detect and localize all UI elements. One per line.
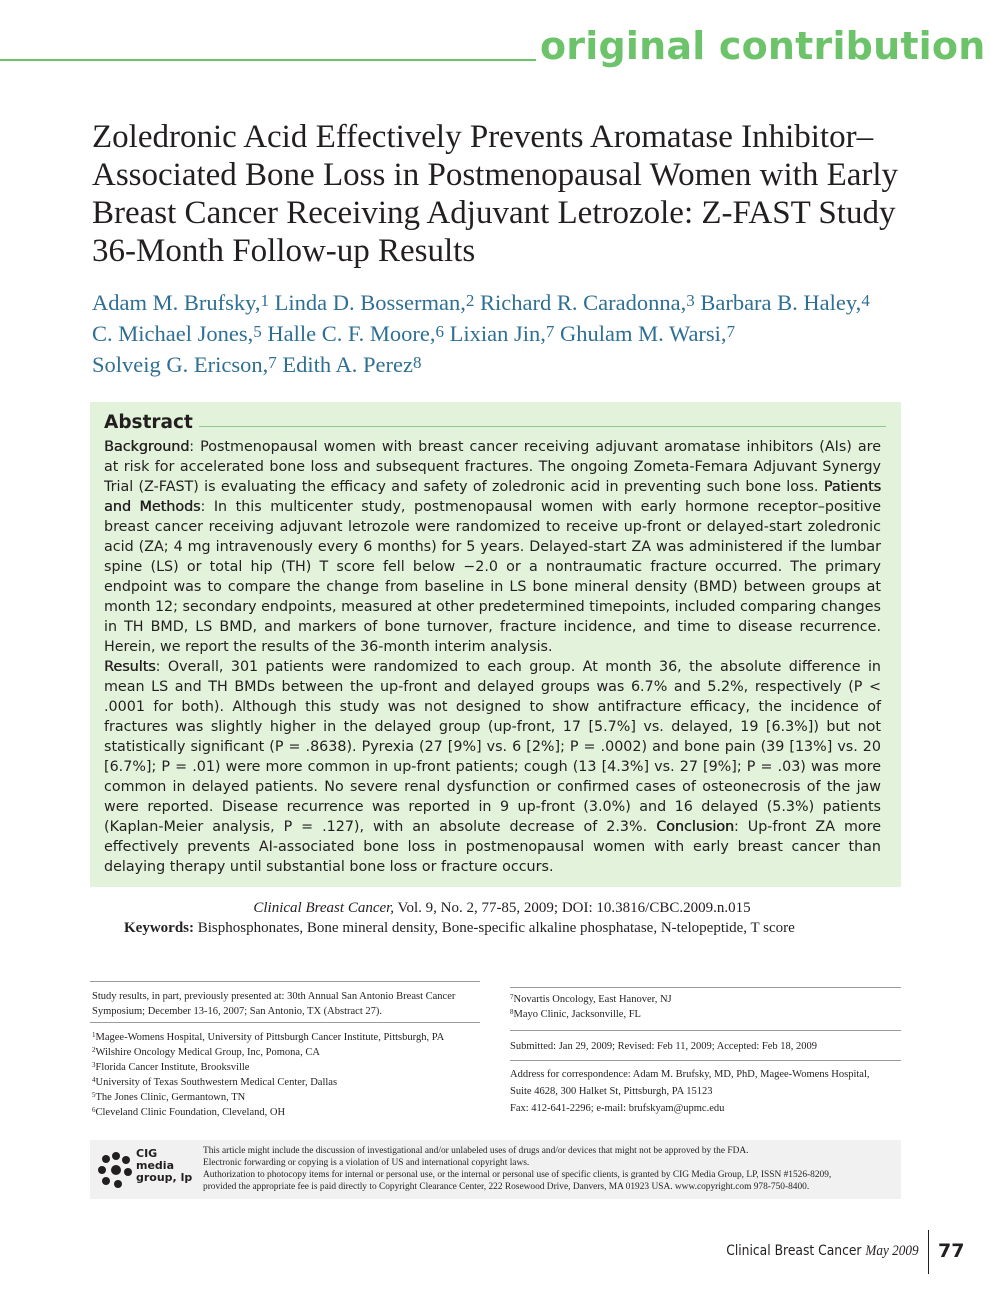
- footnote-rule-left: [90, 981, 480, 982]
- abstract-heading: Abstract: [104, 412, 199, 433]
- keywords-label: Keywords:: [124, 920, 194, 936]
- publisher-logo-icon: [96, 1150, 136, 1192]
- correspondence-line: Suite 4628, 300 Halket St, Pittsburgh, PA 15123: [510, 1086, 713, 1097]
- correspondence-line: Address for correspondence: Adam M. Brufsky, MD, PhD, Magee-Womens Hospital,: [510, 1069, 870, 1080]
- section-label: original contribution: [540, 24, 986, 68]
- abstract-conclusion-label: Conclusion: [656, 819, 734, 835]
- footnote-rule-right-2: [510, 1030, 901, 1031]
- affiliations-left: [92, 1030, 487, 1120]
- license-text: This article might include the discussion of investigational and/or unlabeled uses of drugs and/or devices that might not be approved by the FDA. Electronic forwarding or copying is a violation of US and international copyright laws. Authorization to photocopy items for internal or personal use, or the internal or personal use of specific clients, is granted by CIG Media Group, LP, ISSN #1526-8209, provided the appropriate fee is paid directly to Copyright Clearance Center, 222 Rosewood Drive, Danvers, MA 01923 USA. www.copyright.com 978-750-8400.: [203, 1146, 832, 1192]
- keywords: [92, 918, 952, 938]
- footnote-rule-left-2: [90, 1022, 480, 1023]
- affiliation: $^2$Wilshire Oncology Medical Group, Inc, Pomona, CA: [92, 1046, 320, 1058]
- submission-dates: Submitted: Jan 29, 2009; Revised: Feb 11, 2009; Accepted: Feb 18, 2009: [510, 1041, 818, 1052]
- footer-divider: [928, 1230, 929, 1274]
- author[interactable]: Halle C. F. Moore,$^6$: [267, 321, 445, 346]
- footnote-rule-right-3: [510, 1060, 901, 1061]
- author[interactable]: Solveig G. Ericson,$^7$: [92, 352, 277, 377]
- header-rule: [0, 59, 536, 61]
- abstract-methods-text: : In this multicenter study, postmenopausal women with early hormone receptor–positive breast cancer receiving adjuvant letrozole were randomized to receive up-front or delayed-start zoledronic acid (ZA; 4 mg intravenously every 6 months) for 5 years. Delayed-start ZA was administered if the lumbar spine (LS) or total hip (TH) T score fell below −2.0 or a nontraumatic fracture occurred. The primary endpoint was to compare the change from baseline in LS bone mineral density (BMD) between groups at month 12; secondary endpoints, measured at other predetermined timepoints, included comparing changes in TH BMD, LS BMD, and markers of bone turnover, fracture incidence, and time to disease recurrence. Herein, we report the results of the 36-month interim analysis.: [104, 499, 881, 655]
- publisher-logo-text: CIG media group, lp: [136, 1147, 193, 1184]
- author[interactable]: Linda D. Bosserman,$^2$: [274, 290, 475, 315]
- author[interactable]: Ghulam M. Warsi,$^7$: [560, 321, 736, 346]
- abstract-heading-rule: [196, 426, 886, 427]
- abstract-background-text: : Postmenopausal women with breast cancer receiving adjuvant aromatase inhibitors (AIs) are at risk for accelerated bone loss and subsequent fractures. The ongoing Zometa-Femara Adjuvant Synergy Trial (Z-FAST) is evaluating the efficacy and safety of zoledronic acid in preventing such bone loss.: [104, 439, 881, 495]
- abstract-conclusion-text: : Up-front ZA more effectively prevents AI-associated bone loss in postmenopausal women with early breast cancer than delaying therapy until substantial bone loss or fracture occurs.: [104, 819, 881, 875]
- footer-journal: Clinical Breast Cancer May 2009: [726, 1243, 919, 1259]
- affiliation: $^8$Mayo Clinic, Jacksonville, FL: [510, 1008, 641, 1020]
- page-number: 77: [938, 1240, 965, 1262]
- abstract-body: [104, 437, 881, 877]
- author[interactable]: Richard R. Caradonna,$^3$: [480, 290, 695, 315]
- author[interactable]: Adam M. Brufsky,$^1$: [92, 290, 270, 315]
- affiliation: $^1$Magee-Womens Hospital, University of Pittsburgh Cancer Institute, Pittsburgh, PA: [92, 1031, 445, 1043]
- affiliation: $^4$University of Texas Southwestern Medical Center, Dallas: [92, 1076, 338, 1088]
- keywords-text: Bisphosphonates, Bone mineral density, Bone-specific alkaline phosphatase, N-telopeptide, T score: [194, 920, 795, 936]
- affiliation: $^5$The Jones Clinic, Germantown, TN: [92, 1091, 246, 1103]
- correspondence: [510, 1066, 905, 1117]
- citation: [92, 898, 912, 918]
- article-title: Zoledronic Acid Effectively Prevents Aromatase Inhibitor–Associated Bone Loss in Postmenopausal Women with Early Breast Cancer Receiving Adjuvant Letrozole: Z-FAST Study 36-Month Follow-up Results: [92, 119, 899, 269]
- abstract-results-text: : Overall, 301 patients were randomized to each group. At month 36, the absolute difference in mean LS and TH BMDs between the up-front and delayed groups was 6.7% and 5.2%, respectively (P < .0001 for both). Although this study was not designed to show antifracture efficacy, the incidence of fractures was slightly higher in the delayed group (up-front, 17 [5.7%] vs. delayed, 19 [6.3%]) but not statistically significant (P = .8638). Pyrexia (27 [9%] vs. 6 [2%]; P = .0002) and bone pain (39 [13%] vs. 20 [6.7%]; P = .01) were more common in up-front patients; cough (13 [4.3%] vs. 27 [9%]; P = .03) was more common in delayed patients. No severe renal dysfunction or confirmed cases of osteonecrosis of the jaw were reported. Disease recurrence was reported in 9 up-front (3.0%) and 16 delayed (5.3%) patients (Kaplan-Meier analysis, P = .127), with an absolute decrease of 2.3%.: [104, 659, 881, 835]
- citation-journal: Clinical Breast Cancer,: [253, 900, 395, 916]
- citation-details[interactable]: Vol. 9, No. 2, 77-85, 2009; DOI: 10.3816/CBC.2009.n.015: [394, 900, 751, 916]
- affiliations-right: [510, 992, 900, 1022]
- author[interactable]: Edith A. Perez$^8$: [282, 352, 422, 377]
- abstract-methods-label: Patients and Methods: [104, 479, 881, 515]
- abstract-results-label: Results: [104, 659, 156, 675]
- author-list: [92, 287, 912, 380]
- author[interactable]: Lixian Jin,$^7$: [449, 321, 555, 346]
- affiliation: $^6$Cleveland Clinic Foundation, Cleveland, OH: [92, 1106, 286, 1118]
- correspondence-email[interactable]: Fax: 412-641-2296; e-mail: brufskyam@upmc.edu: [510, 1103, 725, 1114]
- author[interactable]: C. Michael Jones,$^5$: [92, 321, 262, 346]
- footnote-rule-right: [510, 987, 901, 988]
- presented-note: Study results, in part, previously presented at: 30th Annual San Antonio Breast Cancer Symposium; December 13-16, 2007; San Antonio, TX (Abstract 27).: [92, 991, 456, 1017]
- author[interactable]: Barbara B. Haley,$^4$: [700, 290, 870, 315]
- affiliation: $^7$Novartis Oncology, East Hanover, NJ: [510, 993, 672, 1005]
- abstract-background-label: Background: [104, 439, 190, 455]
- affiliation: $^3$Florida Cancer Institute, Brooksville: [92, 1061, 250, 1073]
